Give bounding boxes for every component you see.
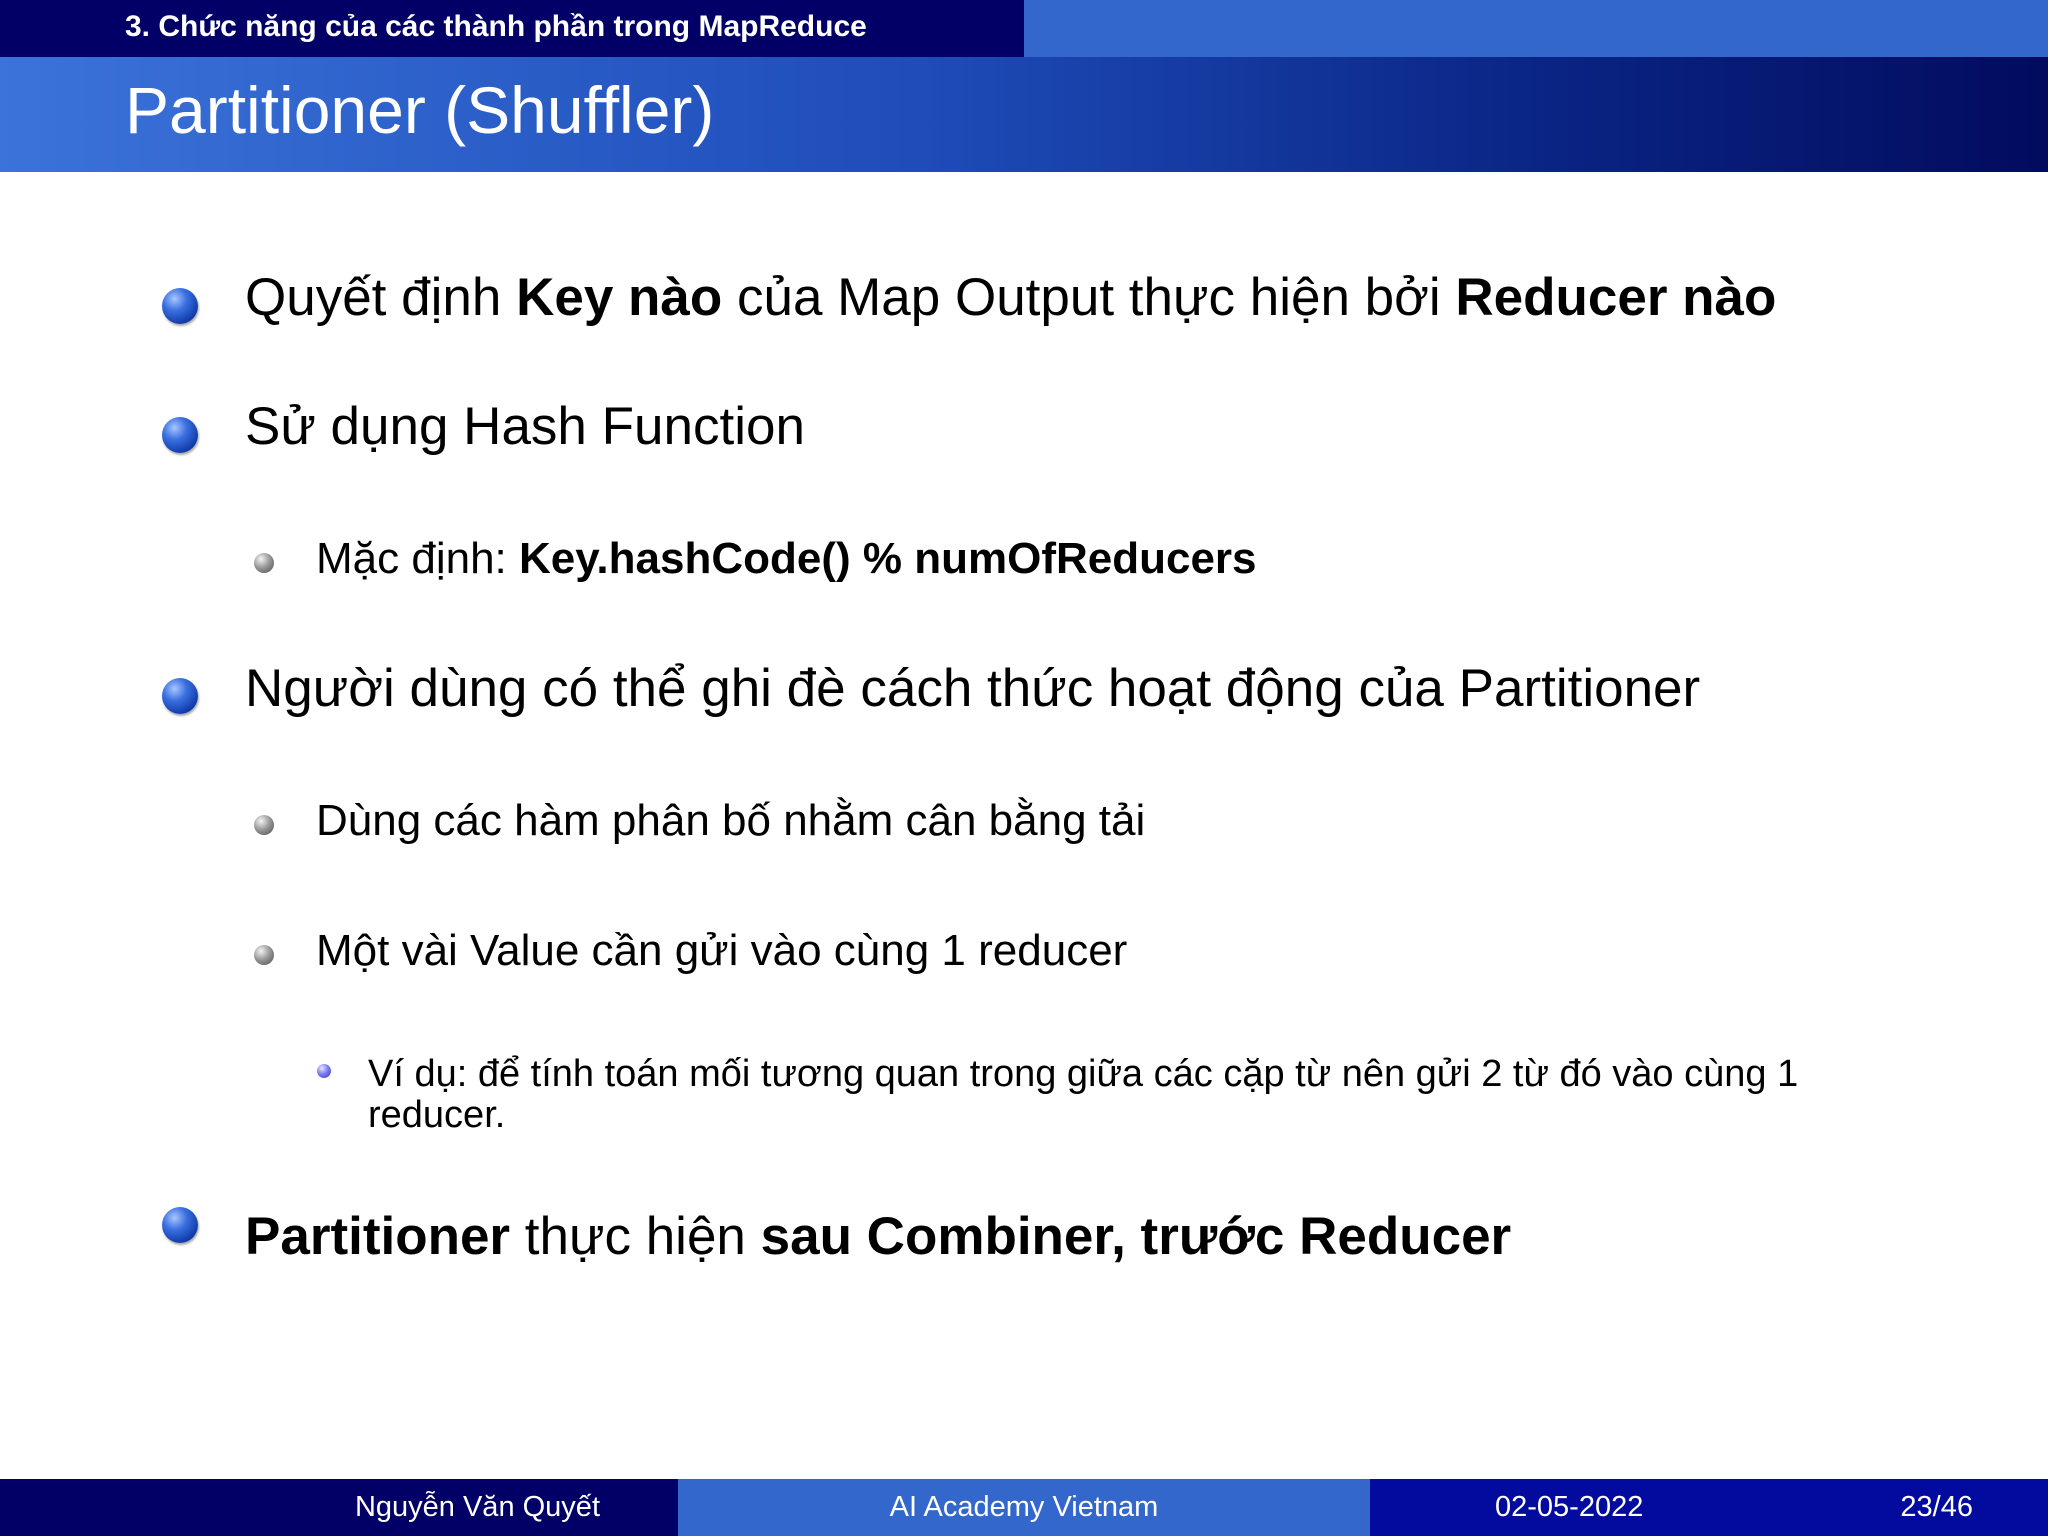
slide-title: Partitioner (Shuffler) — [125, 73, 715, 147]
bullet-item — [316, 534, 1257, 584]
bullet-text-bold: Reducer nào — [1455, 268, 1777, 327]
bullet-text: Người dùng có thể ghi đè cách thức hoạt động của Partitioner — [245, 659, 1701, 718]
bullet-text: Quyết định — [245, 268, 517, 327]
bullet-item — [245, 1206, 1511, 1267]
footer-page-number: 23/46 — [1900, 1491, 1973, 1523]
footer-organization: AI Academy Vietnam — [889, 1491, 1159, 1523]
bullet-level3-icon — [317, 1064, 331, 1078]
bullet-level1-icon — [162, 678, 198, 714]
footer-organization-segment — [678, 1479, 1370, 1536]
footer-author: Nguyễn Văn Quyết — [354, 1491, 600, 1523]
bullet-text: Mặc định: — [316, 534, 519, 583]
footer-date: 02-05-2022 — [1495, 1491, 1644, 1523]
bullet-level2-icon — [254, 815, 274, 835]
bullet-level1-icon — [162, 417, 198, 453]
section-title: 3. Chức năng của các thành phần trong MapReduce — [125, 10, 867, 43]
footer-bar — [0, 1479, 2048, 1536]
footer-author-segment — [0, 1479, 678, 1536]
bullet-text: Ví dụ: để tính toán mối tương quan trong giữa các cặp từ nên gửi 2 từ đó vào cùng 1 reducer. — [368, 1053, 1799, 1136]
bullet-text-bold: Key.hashCode() % numOfReducers — [518, 534, 1257, 583]
bullet-item — [245, 396, 805, 457]
footer-date-segment — [1370, 1479, 2048, 1536]
bullet-text-bold: sau Combiner, trước Reducer — [760, 1207, 1512, 1266]
bullet-text: thực hiện — [510, 1207, 761, 1266]
bullet-item — [245, 267, 1776, 328]
bullet-level2-icon — [254, 553, 274, 573]
bullet-item — [368, 1054, 1848, 1136]
bullet-text-bold: Key nào — [516, 268, 723, 327]
bullet-level1-icon — [162, 1207, 198, 1243]
bullet-level2-icon — [254, 945, 274, 965]
bullet-text: Một vài Value cần gửi vào cùng 1 reducer — [316, 926, 1128, 975]
bullet-item — [245, 658, 1700, 719]
bullet-text-bold: Partitioner — [245, 1207, 511, 1266]
bullet-item — [316, 926, 1127, 976]
bullet-text: Sử dụng Hash Function — [245, 397, 805, 456]
bullet-item — [316, 796, 1145, 846]
bullet-text: của Map Output thực hiện bởi — [722, 268, 1456, 327]
bullet-level1-icon — [162, 288, 198, 324]
bullet-text: Dùng các hàm phân bố nhằm cân bằng tải — [316, 796, 1146, 845]
